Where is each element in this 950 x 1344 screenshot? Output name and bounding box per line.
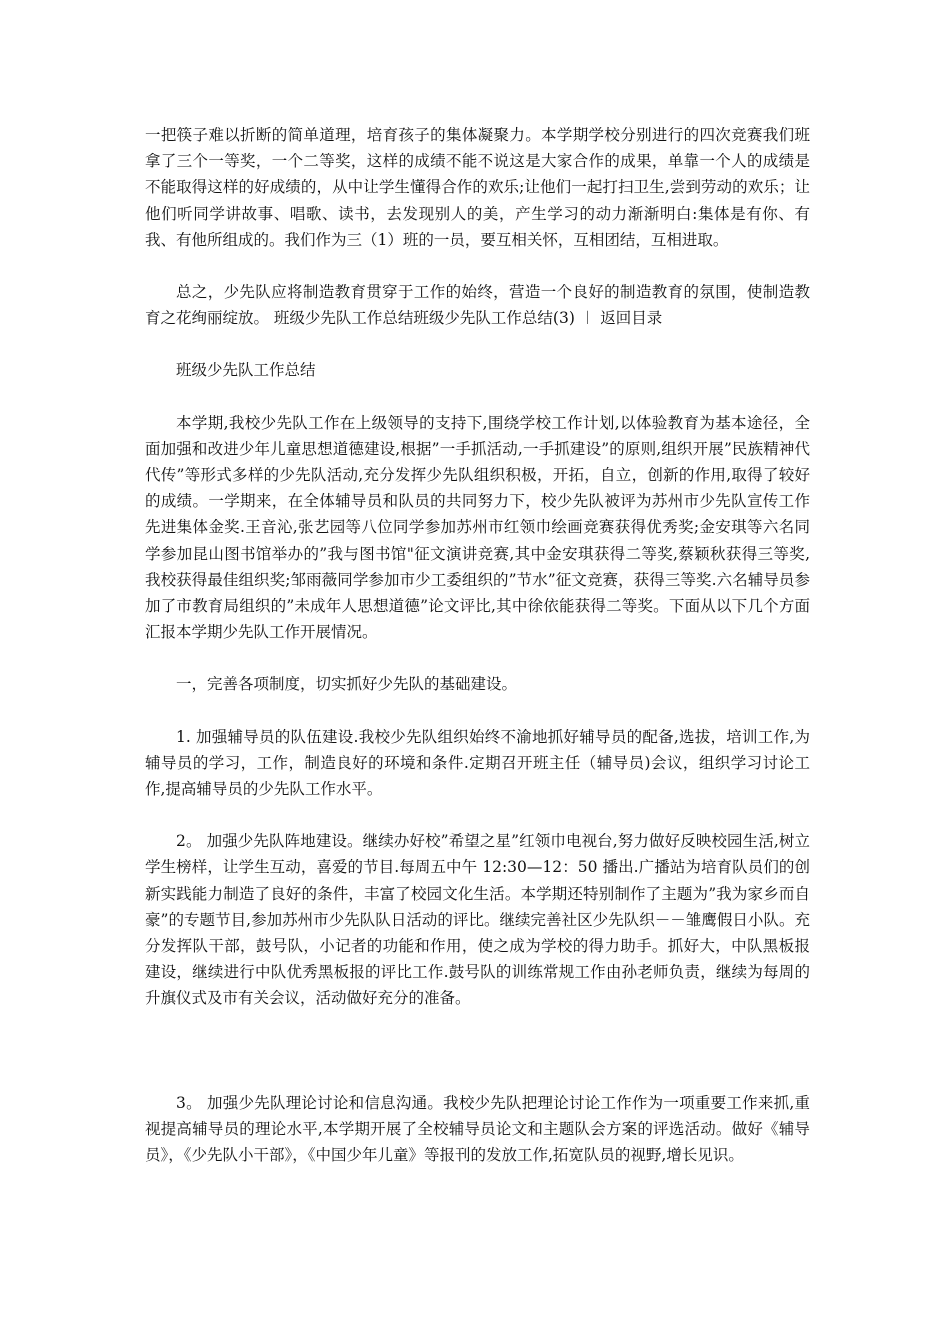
paragraph-item-1: 1. 加强辅导员的队伍建设.我校少先队组织始终不渝地抓好辅导员的配备,选拔，培训工作,为辅导员的学习，工作，制造良好的环境和条件.定期召开班主任（辅导员)会议，组织学习讨论工作,提高辅导员的少先队工作水平。: [145, 727, 810, 799]
document-body: [145, 122, 810, 1168]
paragraph-spacer: [145, 331, 810, 357]
paragraph-collective-spirit: 一把筷子难以折断的简单道理，培育孩子的集体凝聚力。本学期学校分别进行的四次竞赛我们班拿了三个一等奖，一个二等奖，这样的成绩不能不说这是大家合作的成果，单靠一个人的成绩是不能取得这样的好成绩的，从中让学生懂得合作的欢乐;让他们一起打扫卫生,尝到劳动的欢乐；让他们听同学讲故事、唱歌、读书，去发现别人的美，产生学习的动力渐渐明白:集体是有你、有我、有他所组成的。我们作为三（1）班的一员，要互相关怀，互相团结，互相进取。: [145, 126, 810, 249]
paragraph-conclusion: 总之，少先队应将制造教育贯穿于工作的始终，营造一个良好的制造教育的氛围，使制造教育之花绚丽绽放。 班级少先队工作总结班级少先队工作总结(3) ︱ 返回目录: [145, 283, 810, 328]
section-heading-1: 一，完善各项制度，切实抓好少先队的基础建设。: [176, 675, 518, 694]
paragraph-spacer: [145, 253, 810, 279]
paragraph-item-3: 3。 加强少先队理论讨论和信息沟通。我校少先队把理论讨论工作作为一项重要工作来抓,重视提高辅导员的理论水平,本学期开展了全校辅导员论文和主题队会方案的评选活动。做好《辅导员》，《少先队小干部》，《中国少年儿童》等报刊的发放工作,拓宽队员的视野,增长见识。: [145, 1093, 810, 1165]
paragraph-spacer: [145, 802, 810, 828]
paragraph-spacer: [145, 645, 810, 671]
paragraph-spacer: [145, 384, 810, 410]
paragraph-item-2: 2。 加强少先队阵地建设。继续办好校”希望之星”红领巾电视台,努力做好反映校园生活,树立学生榜样，让学生互动，喜爱的节目.每周五中午 12:30—12：50 播出.广播站为培育队员们的创新实践能力制造了良好的条件，丰富了校园文化生活。本学期还特别制作了主题为”我为家乡而自豪”的专题节目,参加苏州市少先队队日活动的评比。继续完善社区少先队织－－雏鹰假日小队。充分发挥队干部，鼓号队，小记者的功能和作用，使之成为学校的得力助手。抓好大，中队黑板报建设，继续进行中队优秀黑板报的评比工作.鼓号队的训练常规工作由孙老师负责，继续为每周的升旗仪式及市有关会议，活动做好充分的准备。: [145, 832, 810, 1008]
section-title: 班级少先队工作总结: [176, 361, 316, 380]
paragraph-semester-overview: 本学期,我校少先队工作在上级领导的支持下,围绕学校工作计划,以体验教育为基本途径，全面加强和改进少年儿童思想道德建设,根据”一手抓活动,一手抓建设”的原则,组织开展”民族精神代代传”等形式多样的少先队活动,充分发挥少先队组织积极，开拓，自立，创新的作用,取得了较好的成绩。一学期来，在全体辅导员和队员的共同努力下，校少先队被评为苏州市少先队宣传工作先进集体金奖.王音沁,张艺园等八位同学参加苏州市红领巾绘画竞赛获得优秀奖;金安琪等六名同学参加昆山图书馆举办的”我与图书馆"征文演讲竞赛,其中金安琪获得二等奖,蔡颖秋获得三等奖,我校获得最佳组织奖;邹雨薇同学参加市少工委组织的”节水”征文竞赛，获得三等奖.六名辅导员参加了市教育局组织的”未成年人思想道德”论文评比,其中徐依能获得二等奖。下面从以下几个方面汇报本学期少先队工作开展情况。: [145, 413, 810, 642]
paragraph-spacer: [145, 698, 810, 724]
paragraph-spacer-large: [145, 1012, 810, 1090]
